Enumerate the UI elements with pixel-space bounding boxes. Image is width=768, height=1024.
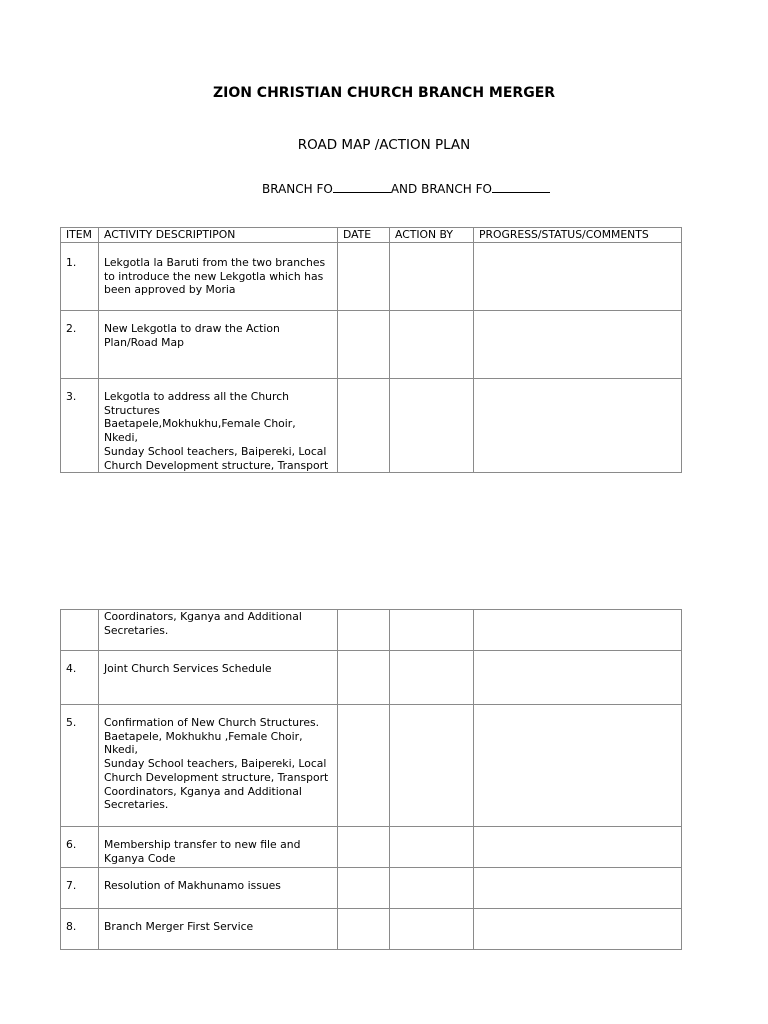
header-action-by: ACTION BY	[390, 228, 474, 243]
row-activity-description	[99, 379, 338, 473]
table-body-page-2	[61, 610, 682, 950]
row-item-number: 1.	[61, 243, 99, 311]
table-row	[61, 705, 682, 827]
table-body-page-1	[61, 243, 682, 473]
activity-line: Lekgotla la Baruti from the two branches	[104, 256, 326, 269]
row-item-number: 2.	[61, 311, 99, 379]
activity-line: New Lekgotla to draw the Action	[104, 322, 280, 335]
activity-line: Church Development structure, Transport	[104, 770, 329, 784]
row-item-number: 8.	[61, 909, 99, 950]
row-action-by-cell	[390, 243, 474, 311]
header-activity: ACTIVITY DESCRIPTIPON	[99, 228, 338, 243]
activity-line: Baetapele, Mokhukhu ,Female Choir,	[104, 729, 303, 743]
activity-line: Coordinators, Kganya and Additional	[104, 784, 302, 798]
row-activity-description	[99, 610, 338, 651]
row-progress-cell	[474, 610, 682, 651]
activity-line: to introduce the new Lekgotla which has	[104, 269, 324, 283]
row-progress-cell	[474, 909, 682, 950]
row-date-cell	[338, 651, 390, 705]
document-title: ZION CHRISTIAN CHURCH BRANCH MERGER	[212, 85, 556, 101]
row-item-number	[61, 610, 99, 651]
action-plan-table	[60, 227, 682, 473]
activity-line: Branch Merger First Service	[104, 920, 254, 933]
activity-line: Baetapele,Mokhukhu,Female Choir,	[104, 417, 296, 431]
header-date: DATE	[338, 228, 390, 243]
activity-line: Coordinators, Kganya and Additional	[104, 610, 302, 623]
activity-line: Kganya Code	[104, 851, 176, 865]
row-action-by-cell	[390, 909, 474, 950]
row-item-number: 3.	[61, 379, 99, 473]
activity-line: Church Development structure, Transport	[104, 458, 329, 472]
row-date-cell	[338, 705, 390, 827]
document-subtitle: ROAD MAP /ACTION PLAN	[297, 137, 471, 153]
row-progress-cell	[474, 705, 682, 827]
activity-line: Sunday School teachers, Baipereki, Local	[104, 444, 327, 458]
row-action-by-cell	[390, 705, 474, 827]
row-activity-description	[99, 827, 338, 868]
activity-line: Sunday School teachers, Baipereki, Local	[104, 757, 327, 771]
table-row	[61, 868, 682, 909]
activity-line: Membership transfer to new file and	[104, 838, 301, 851]
row-progress-cell	[474, 311, 682, 379]
row-activity-description	[99, 311, 338, 379]
row-date-cell	[338, 610, 390, 651]
table-row	[61, 827, 682, 868]
row-progress-cell	[474, 379, 682, 473]
branch-line	[262, 181, 550, 196]
row-date-cell	[338, 868, 390, 909]
activity-line: Nkedi,	[104, 431, 138, 445]
row-activity-description	[99, 909, 338, 950]
row-action-by-cell	[390, 827, 474, 868]
row-action-by-cell	[390, 311, 474, 379]
row-activity-description	[99, 243, 338, 311]
row-progress-cell	[474, 827, 682, 868]
table-row	[61, 651, 682, 705]
activity-line: Confirmation of New Church Structures.	[104, 716, 320, 729]
branch-blank-1	[333, 181, 391, 193]
row-item-number: 6.	[61, 827, 99, 868]
row-item-number: 5.	[61, 705, 99, 827]
activity-line: Resolution of Makhunamo issues	[104, 879, 281, 892]
activity-line: Lekgotla to address all the Church	[104, 390, 289, 403]
table-row	[61, 909, 682, 950]
row-activity-description	[99, 651, 338, 705]
row-progress-cell	[474, 243, 682, 311]
table-row	[61, 610, 682, 651]
activity-line: Nkedi,	[104, 743, 138, 757]
row-item-number: 7.	[61, 868, 99, 909]
table-header-row	[61, 228, 682, 243]
row-date-cell	[338, 379, 390, 473]
row-activity-description	[99, 868, 338, 909]
row-action-by-cell	[390, 610, 474, 651]
branch-blank-2	[492, 181, 550, 193]
branch-label-2: AND BRANCH FO	[390, 182, 492, 196]
table-row	[61, 379, 682, 473]
row-action-by-cell	[390, 379, 474, 473]
row-date-cell	[338, 827, 390, 868]
row-date-cell	[338, 909, 390, 950]
branch-label-1: BRANCH FO	[262, 182, 333, 196]
activity-line: Structures	[104, 403, 160, 417]
table-row	[61, 243, 682, 311]
action-plan-table-continued	[60, 609, 682, 950]
row-action-by-cell	[390, 651, 474, 705]
activity-line: Secretaries.	[104, 798, 169, 812]
row-progress-cell	[474, 651, 682, 705]
activity-line: been approved by Moria	[104, 283, 236, 297]
row-date-cell	[338, 243, 390, 311]
row-date-cell	[338, 311, 390, 379]
activity-line: Joint Church Services Schedule	[104, 662, 272, 675]
activity-line: Plan/Road Map	[104, 335, 184, 349]
table-row	[61, 311, 682, 379]
row-activity-description	[99, 705, 338, 827]
header-progress: PROGRESS/STATUS/COMMENTS	[474, 228, 682, 243]
header-item: ITEM	[61, 228, 99, 243]
row-item-number: 4.	[61, 651, 99, 705]
row-action-by-cell	[390, 868, 474, 909]
activity-line: Secretaries.	[104, 623, 169, 637]
row-progress-cell	[474, 868, 682, 909]
